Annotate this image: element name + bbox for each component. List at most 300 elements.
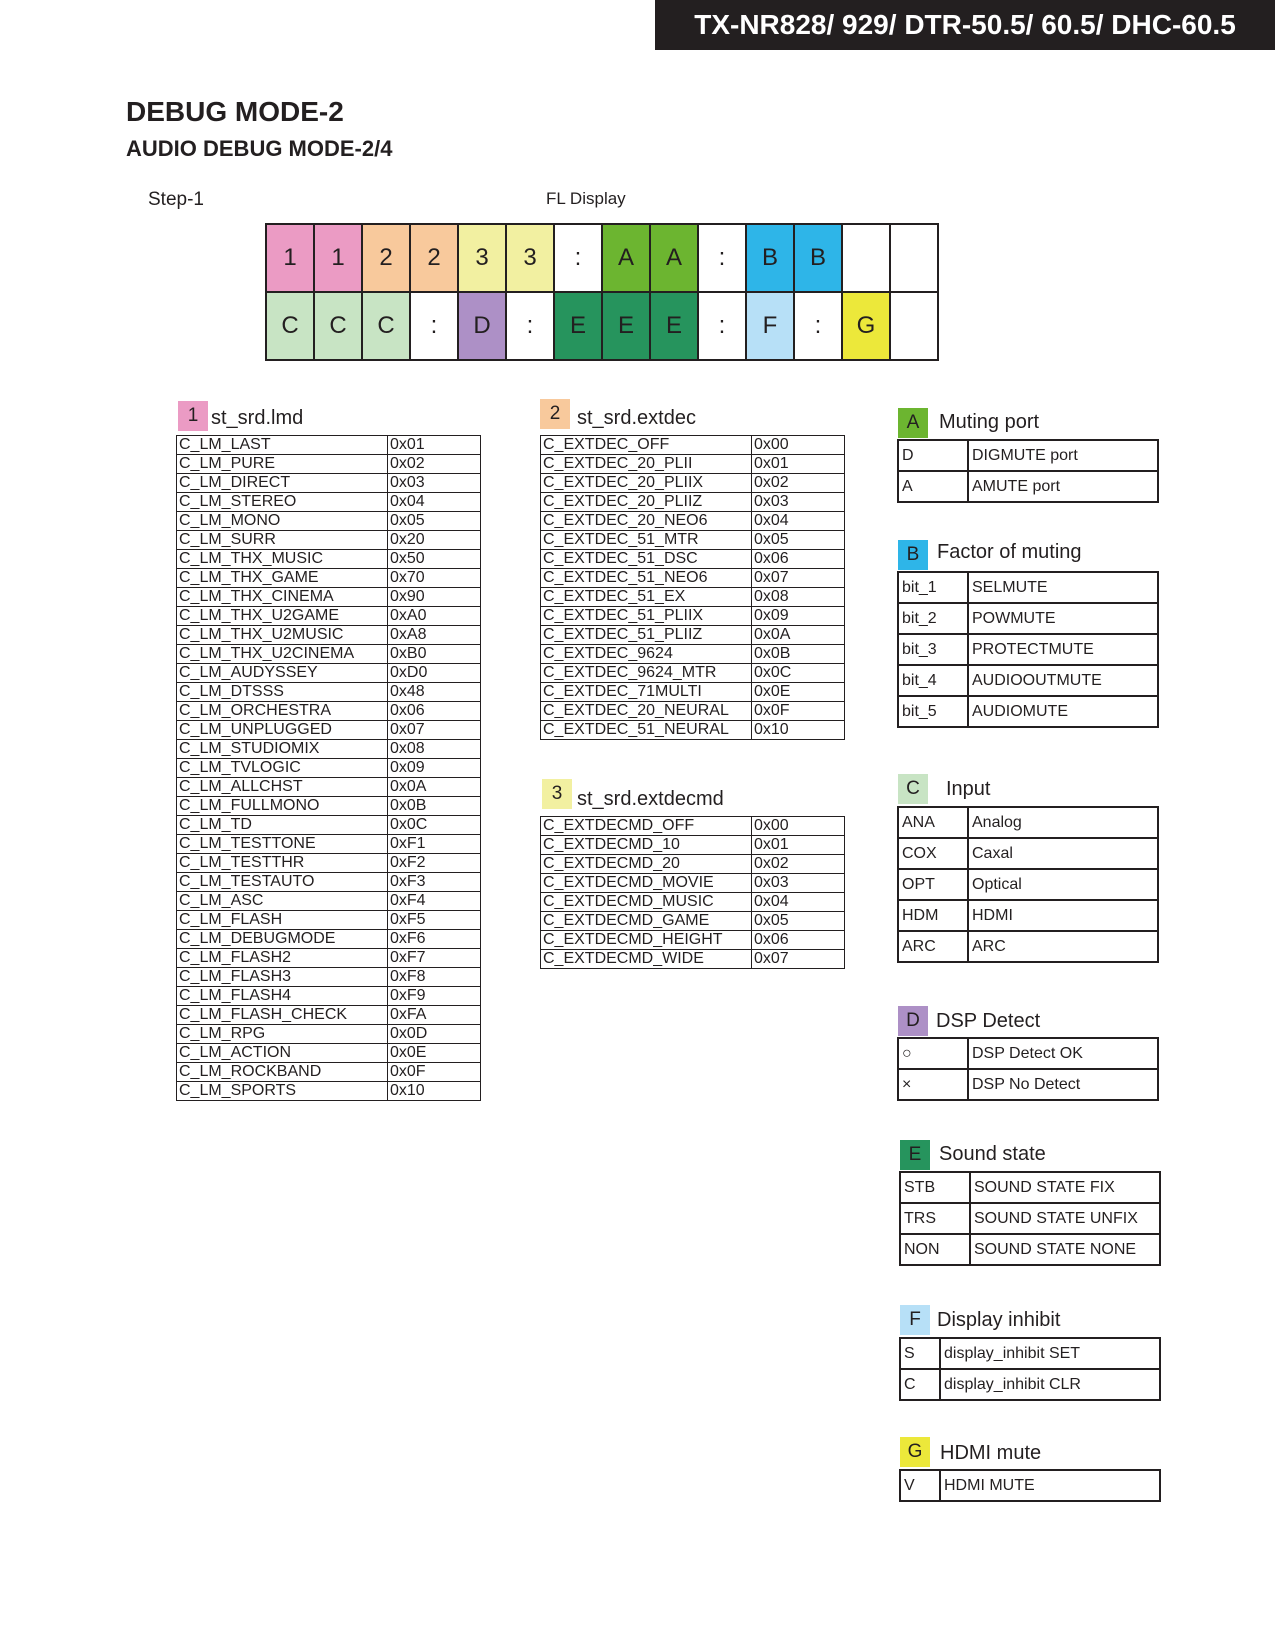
constant-name: C_LM_TD xyxy=(177,816,388,835)
extdecmd-row xyxy=(541,874,845,893)
constant-value: 0x0F xyxy=(752,702,845,721)
constant-name: C_EXTDEC_71MULTI xyxy=(541,683,752,702)
extdecmd-table xyxy=(540,816,845,969)
constant-name: C_LM_DEBUGMODE xyxy=(177,930,388,949)
legend-meaning: SOUND STATE NONE xyxy=(970,1234,1160,1265)
constant-name: C_EXTDECMD_HEIGHT xyxy=(541,931,752,950)
legend-row xyxy=(898,665,1158,696)
extdec-row xyxy=(541,455,845,474)
lmd-row xyxy=(177,911,481,930)
lmd-row xyxy=(177,854,481,873)
constant-value: 0x0F xyxy=(388,1063,481,1082)
fl-cell: 2 xyxy=(362,224,410,292)
legend-code: ARC xyxy=(898,931,968,962)
constant-name: C_EXTDEC_OFF xyxy=(541,436,752,455)
constant-value: 0xF3 xyxy=(388,873,481,892)
constant-value: 0x05 xyxy=(388,512,481,531)
lmd-table xyxy=(176,435,481,1101)
constant-value: 0x48 xyxy=(388,683,481,702)
legend-code: HDM xyxy=(898,900,968,931)
lmd-row xyxy=(177,474,481,493)
constant-value: 0x0E xyxy=(388,1044,481,1063)
constant-name: C_LM_UNPLUGGED xyxy=(177,721,388,740)
page-title: DEBUG MODE-2 xyxy=(126,96,344,127)
legend-row xyxy=(898,869,1158,900)
fl-cell: : xyxy=(698,292,746,360)
constant-value: 0xF4 xyxy=(388,892,481,911)
legend-E-table xyxy=(899,1171,1161,1266)
legend-row xyxy=(898,838,1158,869)
section-E-title: Sound state xyxy=(939,1143,1046,1165)
extdec-row xyxy=(541,474,845,493)
legend-code: bit_1 xyxy=(898,572,968,603)
fl-cell xyxy=(890,224,938,292)
legend-row xyxy=(898,807,1158,838)
constant-name: C_LM_LAST xyxy=(177,436,388,455)
legend-meaning: Optical xyxy=(968,869,1158,900)
constant-value: 0xB0 xyxy=(388,645,481,664)
lmd-row xyxy=(177,1063,481,1082)
constant-name: C_LM_RPG xyxy=(177,1025,388,1044)
constant-name: C_LM_FLASH2 xyxy=(177,949,388,968)
legend-code: bit_5 xyxy=(898,696,968,727)
constant-name: C_LM_AUDYSSEY xyxy=(177,664,388,683)
badge-B: B xyxy=(898,540,928,570)
fl-row-2 xyxy=(266,292,938,360)
legend-meaning: HDMI MUTE xyxy=(940,1470,1160,1501)
lmd-row xyxy=(177,835,481,854)
constant-value: 0xF9 xyxy=(388,987,481,1006)
fl-cell: B xyxy=(794,224,842,292)
lmd-row xyxy=(177,455,481,474)
fl-row-1 xyxy=(266,224,938,292)
legend-meaning: PROTECTMUTE xyxy=(968,634,1158,665)
legend-code: V xyxy=(900,1470,940,1501)
constant-name: C_EXTDEC_51_PLIIZ xyxy=(541,626,752,645)
lmd-row xyxy=(177,1044,481,1063)
lmd-row xyxy=(177,1082,481,1101)
constant-value: 0x03 xyxy=(752,493,845,512)
constant-value: 0x07 xyxy=(752,950,845,969)
legend-row xyxy=(898,440,1158,471)
constant-name: C_EXTDEC_20_NEURAL xyxy=(541,702,752,721)
legend-row xyxy=(898,696,1158,727)
constant-value: 0xF1 xyxy=(388,835,481,854)
constant-value: 0x50 xyxy=(388,550,481,569)
fl-cell: D xyxy=(458,292,506,360)
constant-value: 0x0A xyxy=(752,626,845,645)
constant-name: C_EXTDEC_20_PLIIX xyxy=(541,474,752,493)
lmd-row xyxy=(177,759,481,778)
badge-1: 1 xyxy=(178,401,208,431)
fl-cell: 3 xyxy=(458,224,506,292)
fl-cell: E xyxy=(650,292,698,360)
constant-value: 0x02 xyxy=(388,455,481,474)
constant-name: C_LM_SPORTS xyxy=(177,1082,388,1101)
constant-value: 0x0B xyxy=(388,797,481,816)
constant-name: C_LM_ALLCHST xyxy=(177,778,388,797)
fl-cell: C xyxy=(314,292,362,360)
constant-value: 0x01 xyxy=(752,836,845,855)
constant-name: C_LM_FLASH_CHECK xyxy=(177,1006,388,1025)
constant-value: 0x09 xyxy=(388,759,481,778)
fl-cell: 1 xyxy=(266,224,314,292)
legend-meaning: AUDIOOUTMUTE xyxy=(968,665,1158,696)
section-B-title: Factor of muting xyxy=(937,541,1082,563)
legend-C-table xyxy=(897,806,1159,963)
fl-cell: : xyxy=(794,292,842,360)
section-3-title: st_srd.extdecmd xyxy=(577,788,724,810)
constant-name: C_LM_PURE xyxy=(177,455,388,474)
constant-name: C_LM_FLASH4 xyxy=(177,987,388,1006)
lmd-row xyxy=(177,550,481,569)
extdec-table xyxy=(540,435,845,740)
legend-code: COX xyxy=(898,838,968,869)
fl-cell: : xyxy=(698,224,746,292)
constant-name: C_LM_ORCHESTRA xyxy=(177,702,388,721)
legend-code: OPT xyxy=(898,869,968,900)
constant-name: C_LM_TESTTHR xyxy=(177,854,388,873)
legend-code: TRS xyxy=(900,1203,970,1234)
fl-display-grid xyxy=(265,223,939,361)
legend-row xyxy=(898,572,1158,603)
constant-name: C_LM_THX_MUSIC xyxy=(177,550,388,569)
legend-row xyxy=(898,634,1158,665)
legend-row xyxy=(898,931,1158,962)
constant-name: C_EXTDECMD_10 xyxy=(541,836,752,855)
fl-cell: A xyxy=(602,224,650,292)
extdec-row xyxy=(541,493,845,512)
legend-meaning: SELMUTE xyxy=(968,572,1158,603)
legend-code: bit_4 xyxy=(898,665,968,696)
extdecmd-row xyxy=(541,855,845,874)
lmd-row xyxy=(177,1006,481,1025)
constant-value: 0x0B xyxy=(752,645,845,664)
lmd-row xyxy=(177,683,481,702)
lmd-row xyxy=(177,664,481,683)
constant-value: 0x04 xyxy=(388,493,481,512)
section-A-title: Muting port xyxy=(939,411,1040,433)
legend-code: C xyxy=(900,1369,940,1400)
badge-D: D xyxy=(898,1006,928,1036)
extdec-row xyxy=(541,436,845,455)
lmd-row xyxy=(177,987,481,1006)
step-label: Step-1 xyxy=(148,189,204,210)
section-2-title: st_srd.extdec xyxy=(577,407,696,429)
constant-name: C_EXTDEC_51_DSC xyxy=(541,550,752,569)
constant-value: 0x00 xyxy=(752,436,845,455)
constant-value: 0x01 xyxy=(752,455,845,474)
constant-name: C_EXTDEC_51_MTR xyxy=(541,531,752,550)
lmd-row xyxy=(177,531,481,550)
constant-name: C_LM_THX_U2GAME xyxy=(177,607,388,626)
lmd-row xyxy=(177,1025,481,1044)
constant-value: 0x0A xyxy=(388,778,481,797)
legend-meaning: POWMUTE xyxy=(968,603,1158,634)
legend-row xyxy=(898,471,1158,502)
constant-name: C_EXTDEC_51_NEO6 xyxy=(541,569,752,588)
constant-value: 0x06 xyxy=(752,550,845,569)
constant-name: C_LM_THX_CINEMA xyxy=(177,588,388,607)
constant-name: C_LM_MONO xyxy=(177,512,388,531)
legend-B-table xyxy=(897,571,1159,728)
constant-name: C_EXTDEC_20_PLIIZ xyxy=(541,493,752,512)
legend-code: STB xyxy=(900,1172,970,1203)
constant-name: C_LM_DTSSS xyxy=(177,683,388,702)
constant-value: 0x0D xyxy=(388,1025,481,1044)
fl-cell: 2 xyxy=(410,224,458,292)
legend-row xyxy=(900,1172,1160,1203)
constant-value: 0x0C xyxy=(388,816,481,835)
fl-cell: E xyxy=(554,292,602,360)
section-1-title: st_srd.lmd xyxy=(211,407,304,429)
constant-value: 0x05 xyxy=(752,531,845,550)
lmd-row xyxy=(177,702,481,721)
lmd-row xyxy=(177,721,481,740)
legend-row xyxy=(900,1203,1160,1234)
legend-code: S xyxy=(900,1338,940,1369)
lmd-row xyxy=(177,645,481,664)
constant-value: 0xD0 xyxy=(388,664,481,683)
constant-value: 0x09 xyxy=(752,607,845,626)
extdecmd-row xyxy=(541,931,845,950)
legend-meaning: ARC xyxy=(968,931,1158,962)
legend-code: D xyxy=(898,440,968,471)
legend-code: NON xyxy=(900,1234,970,1265)
constant-name: C_EXTDECMD_20 xyxy=(541,855,752,874)
constant-value: 0x10 xyxy=(388,1082,481,1101)
fl-cell: C xyxy=(362,292,410,360)
constant-name: C_LM_FULLMONO xyxy=(177,797,388,816)
extdec-row xyxy=(541,550,845,569)
constant-name: C_EXTDEC_51_NEURAL xyxy=(541,721,752,740)
fl-cell: F xyxy=(746,292,794,360)
legend-meaning: DSP Detect OK xyxy=(968,1038,1158,1069)
fl-cell xyxy=(890,292,938,360)
legend-meaning: display_inhibit SET xyxy=(940,1338,1160,1369)
legend-meaning: DIGMUTE port xyxy=(968,440,1158,471)
constant-value: 0xFA xyxy=(388,1006,481,1025)
badge-G: G xyxy=(900,1437,930,1467)
constant-value: 0xA0 xyxy=(388,607,481,626)
lmd-row xyxy=(177,436,481,455)
constant-name: C_EXTDECMD_WIDE xyxy=(541,950,752,969)
lmd-row xyxy=(177,949,481,968)
legend-code: bit_3 xyxy=(898,634,968,665)
constant-name: C_LM_TESTAUTO xyxy=(177,873,388,892)
constant-value: 0xF7 xyxy=(388,949,481,968)
legend-meaning: Analog xyxy=(968,807,1158,838)
fl-cell xyxy=(842,224,890,292)
constant-name: C_EXTDEC_9624_MTR xyxy=(541,664,752,683)
fl-cell: B xyxy=(746,224,794,292)
legend-row xyxy=(898,603,1158,634)
constant-value: 0x01 xyxy=(388,436,481,455)
constant-value: 0x07 xyxy=(388,721,481,740)
legend-meaning: SOUND STATE FIX xyxy=(970,1172,1160,1203)
legend-code: ○ xyxy=(898,1038,968,1069)
extdecmd-row xyxy=(541,817,845,836)
constant-name: C_EXTDEC_51_EX xyxy=(541,588,752,607)
section-F-title: Display inhibit xyxy=(937,1309,1061,1331)
constant-value: 0xF8 xyxy=(388,968,481,987)
constant-value: 0x90 xyxy=(388,588,481,607)
badge-E: E xyxy=(900,1140,930,1170)
extdec-row xyxy=(541,683,845,702)
extdecmd-row xyxy=(541,836,845,855)
constant-name: C_EXTDECMD_MUSIC xyxy=(541,893,752,912)
fl-cell: : xyxy=(506,292,554,360)
constant-name: C_LM_THX_U2MUSIC xyxy=(177,626,388,645)
fl-cell: A xyxy=(650,224,698,292)
constant-name: C_LM_STUDIOMIX xyxy=(177,740,388,759)
constant-value: 0x0C xyxy=(752,664,845,683)
extdec-row xyxy=(541,531,845,550)
constant-value: 0x06 xyxy=(752,931,845,950)
legend-D-table xyxy=(897,1037,1159,1101)
lmd-row xyxy=(177,930,481,949)
constant-name: C_EXTDEC_51_PLIIX xyxy=(541,607,752,626)
legend-row xyxy=(898,1038,1158,1069)
constant-name: C_EXTDECMD_MOVIE xyxy=(541,874,752,893)
badge-C: C xyxy=(898,774,928,804)
fl-display-label: FL Display xyxy=(546,189,626,208)
legend-meaning: HDMI xyxy=(968,900,1158,931)
constant-value: 0x03 xyxy=(752,874,845,893)
constant-name: C_EXTDEC_9624 xyxy=(541,645,752,664)
extdec-row xyxy=(541,607,845,626)
extdec-row xyxy=(541,588,845,607)
extdec-row xyxy=(541,664,845,683)
constant-value: 0x20 xyxy=(388,531,481,550)
extdec-row xyxy=(541,626,845,645)
constant-name: C_LM_SURR xyxy=(177,531,388,550)
page-subtitle: AUDIO DEBUG MODE-2/4 xyxy=(126,136,393,161)
constant-name: C_LM_FLASH xyxy=(177,911,388,930)
constant-name: C_LM_THX_GAME xyxy=(177,569,388,588)
legend-code: ANA xyxy=(898,807,968,838)
legend-row xyxy=(900,1369,1160,1400)
lmd-row xyxy=(177,740,481,759)
fl-cell: E xyxy=(602,292,650,360)
extdec-row xyxy=(541,569,845,588)
extdec-row xyxy=(541,702,845,721)
constant-value: 0x0E xyxy=(752,683,845,702)
constant-name: C_EXTDEC_20_PLII xyxy=(541,455,752,474)
extdec-row xyxy=(541,512,845,531)
badge-3: 3 xyxy=(542,779,572,809)
constant-name: C_LM_THX_U2CINEMA xyxy=(177,645,388,664)
constant-name: C_LM_DIRECT xyxy=(177,474,388,493)
constant-name: C_LM_ROCKBAND xyxy=(177,1063,388,1082)
constant-value: 0x08 xyxy=(388,740,481,759)
constant-name: C_LM_ASC xyxy=(177,892,388,911)
section-G-title: HDMI mute xyxy=(940,1442,1042,1464)
badge-2: 2 xyxy=(540,399,570,429)
fl-cell: : xyxy=(554,224,602,292)
constant-value: 0x03 xyxy=(388,474,481,493)
legend-code: × xyxy=(898,1069,968,1100)
legend-meaning: display_inhibit CLR xyxy=(940,1369,1160,1400)
legend-row xyxy=(900,1234,1160,1265)
legend-meaning: SOUND STATE UNFIX xyxy=(970,1203,1160,1234)
constant-value: 0x04 xyxy=(752,512,845,531)
extdec-row xyxy=(541,721,845,740)
constant-value: 0xF6 xyxy=(388,930,481,949)
legend-code: A xyxy=(898,471,968,502)
constant-name: C_EXTDEC_20_NEO6 xyxy=(541,512,752,531)
lmd-row xyxy=(177,607,481,626)
lmd-row xyxy=(177,873,481,892)
constant-name: C_LM_STEREO xyxy=(177,493,388,512)
constant-value: 0x06 xyxy=(388,702,481,721)
lmd-row xyxy=(177,797,481,816)
extdecmd-row xyxy=(541,912,845,931)
legend-G-table xyxy=(899,1469,1161,1502)
constant-name: C_EXTDECMD_OFF xyxy=(541,817,752,836)
legend-row xyxy=(900,1338,1160,1369)
lmd-row xyxy=(177,493,481,512)
constant-value: 0x04 xyxy=(752,893,845,912)
badge-F: F xyxy=(900,1305,930,1335)
constant-value: 0x00 xyxy=(752,817,845,836)
legend-code: bit_2 xyxy=(898,603,968,634)
constant-name: C_LM_FLASH3 xyxy=(177,968,388,987)
extdecmd-row xyxy=(541,893,845,912)
constant-value: 0x10 xyxy=(752,721,845,740)
legend-meaning: AMUTE port xyxy=(968,471,1158,502)
lmd-row xyxy=(177,816,481,835)
legend-A-table xyxy=(897,439,1159,503)
constant-name: C_LM_TVLOGIC xyxy=(177,759,388,778)
model-header: TX-NR828/ 929/ DTR-50.5/ 60.5/ DHC-60.5 xyxy=(655,0,1275,50)
constant-name: C_LM_TESTTONE xyxy=(177,835,388,854)
fl-cell: : xyxy=(410,292,458,360)
badge-A: A xyxy=(898,408,928,438)
lmd-row xyxy=(177,968,481,987)
constant-name: C_LM_ACTION xyxy=(177,1044,388,1063)
constant-value: 0xF2 xyxy=(388,854,481,873)
constant-value: 0x07 xyxy=(752,569,845,588)
extdecmd-row xyxy=(541,950,845,969)
constant-value: 0x70 xyxy=(388,569,481,588)
section-D-title: DSP Detect xyxy=(936,1010,1041,1032)
legend-row xyxy=(898,900,1158,931)
legend-row xyxy=(898,1069,1158,1100)
section-C-title: Input xyxy=(946,778,991,800)
lmd-row xyxy=(177,588,481,607)
legend-F-table xyxy=(899,1337,1161,1401)
constant-name: C_EXTDECMD_GAME xyxy=(541,912,752,931)
lmd-row xyxy=(177,892,481,911)
extdec-row xyxy=(541,645,845,664)
constant-value: 0x02 xyxy=(752,474,845,493)
legend-meaning: AUDIOMUTE xyxy=(968,696,1158,727)
constant-value: 0xF5 xyxy=(388,911,481,930)
constant-value: 0x08 xyxy=(752,588,845,607)
fl-cell: C xyxy=(266,292,314,360)
fl-cell: 1 xyxy=(314,224,362,292)
constant-value: 0x05 xyxy=(752,912,845,931)
constant-value: 0xA8 xyxy=(388,626,481,645)
lmd-row xyxy=(177,778,481,797)
lmd-row xyxy=(177,626,481,645)
lmd-row xyxy=(177,512,481,531)
legend-row xyxy=(900,1470,1160,1501)
fl-cell: 3 xyxy=(506,224,554,292)
legend-meaning: DSP No Detect xyxy=(968,1069,1158,1100)
lmd-row xyxy=(177,569,481,588)
